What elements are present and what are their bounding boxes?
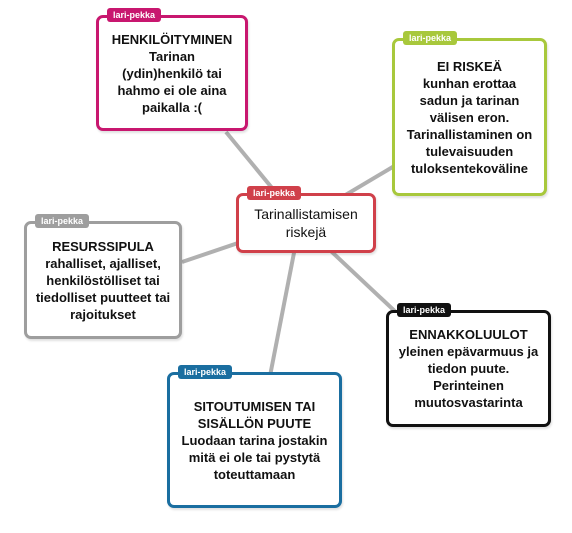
node-title: HENKILÖITYMINEN — [111, 31, 233, 47]
node-commitment-lack[interactable] — [167, 367, 342, 508]
node-title: ENNAKKOLUULOT — [409, 327, 528, 342]
node-person[interactable] — [96, 10, 248, 131]
author-tag: lari-pekka — [178, 365, 232, 379]
node-text: Tarinan (ydin)henkilö tai hahmo ei ole aina paikalla :( — [117, 48, 227, 115]
author-tag: lari-pekka — [107, 8, 161, 22]
center-topic-node[interactable] — [236, 188, 376, 253]
node-text: kunhan erottaa sadun ja tarinan välisen eron. Tarinallistaminen on tulevaisuuden tuloksentekoväline — [406, 75, 533, 176]
node-title: SITOUTUMISEN TAI SISÄLLÖN PUUTE — [193, 398, 316, 431]
node-text: yleinen epävarmuus ja tiedon puute. Perinteinen muutosvastarinta — [398, 344, 539, 410]
node-resource-shortage[interactable] — [24, 216, 182, 339]
node-prejudices[interactable] — [386, 305, 551, 427]
author-tag: lari-pekka — [397, 303, 451, 317]
node-title: RESURSSIPULA — [52, 238, 154, 254]
node-title: EI RISKEÄ — [436, 58, 502, 74]
author-tag: lari-pekka — [247, 186, 301, 200]
node-no-risk[interactable] — [392, 33, 547, 196]
node-text: Luodaan tarina jostakin mitä ei ole tai pystytä toteuttamaan — [181, 432, 328, 482]
author-tag: lari-pekka — [403, 31, 457, 45]
author-tag: lari-pekka — [35, 214, 89, 228]
node-text: rahalliset, ajalliset, henkilöstölliset tai tiedolliset puutteet tai rajoitukset — [35, 255, 171, 322]
center-topic-text: Tarinallistamisen riskejä — [254, 206, 358, 240]
